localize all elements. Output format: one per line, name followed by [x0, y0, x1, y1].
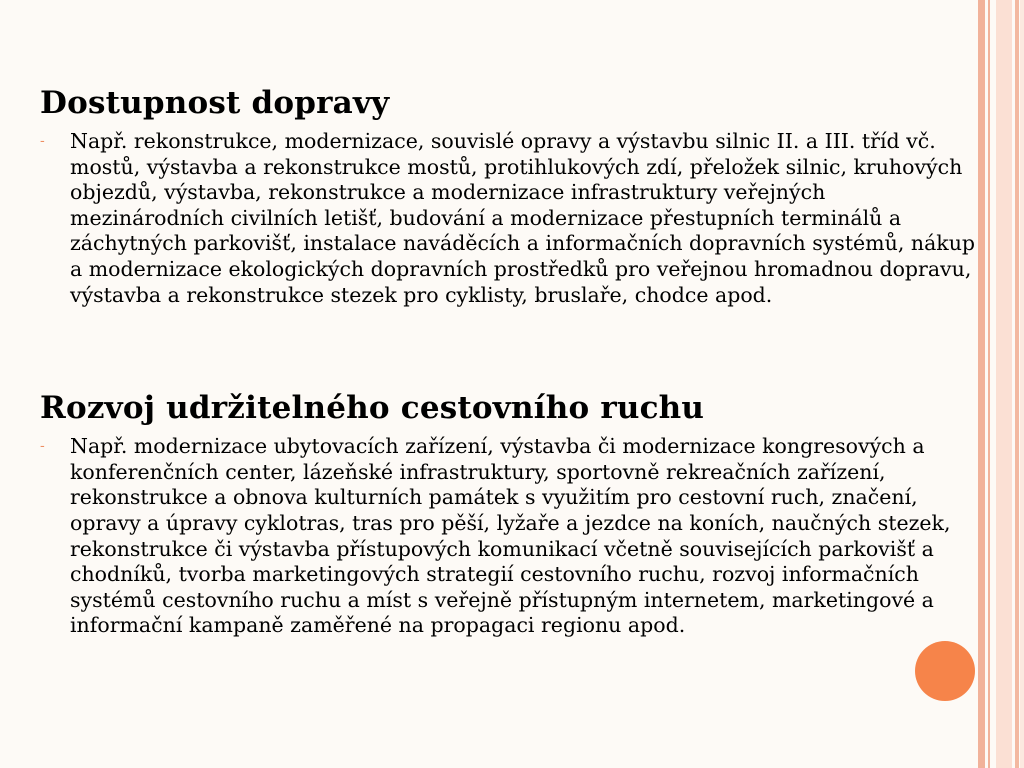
- bullet-item: [40, 129, 985, 308]
- decorative-orange-circle: [915, 641, 975, 701]
- bullet-item: [40, 434, 985, 639]
- stripe: [988, 0, 990, 768]
- section-sustainable-tourism: [40, 389, 985, 639]
- bullet-text: Např. rekonstrukce, modernizace, souvislé opravy a výstavbu silnic II. a III. tříd vč. mostů, výstavba a rekonstrukce mostů, protihlukových zdí, přeložek silnic, kruhových objezdů, výstavba, rekonstrukce a modernizace infrastruktury veřejných mezinárodních civilních letišť, budování a modernizace přestupních terminálů a záchytných parkovišť, instalace naváděcích a informačních dopravních systémů, nákup a modernizace ekologických dopravních prostředků pro veřejnou hromadnou dopravu, výstavba a rekonstrukce stezek pro cyklisty, bruslaře, chodce apod.: [70, 129, 976, 307]
- bullet-dash-icon: -: [40, 438, 45, 455]
- stripe: [996, 0, 1012, 768]
- section-transport-accessibility: [40, 84, 985, 308]
- bullet-text: Např. modernizace ubytovacích zařízení, výstavba či modernizace kongresových a konferenčních center, lázeňské infrastruktury, sportovně rekreačních zařízení, rekonstrukce a obnova kulturních památek s využitím pro cestovní ruch, značení, opravy a úpravy cyklotras, tras pro pěší, lyžaře a jezdce na koních, naučných stezek, rekonstrukce či výstavba přístupových komunikací včetně souvisejících parkovišť a chodníků, tvorba marketingových strategií cestovního ruchu, rozvoj informačních systémů cestovního ruchu a míst s veřejně přístupným internetem, marketingové a informační kampaně zaměřené na propagaci regionu apod.: [70, 434, 951, 638]
- bullet-dash-icon: -: [40, 133, 45, 149]
- section-title: Dostupnost dopravy: [40, 85, 390, 121]
- section-title: Rozvoj udržitelného cestovního ruchu: [40, 390, 705, 427]
- slide-content: [40, 84, 985, 639]
- stripe: [1020, 0, 1024, 768]
- stripe: [1015, 0, 1019, 768]
